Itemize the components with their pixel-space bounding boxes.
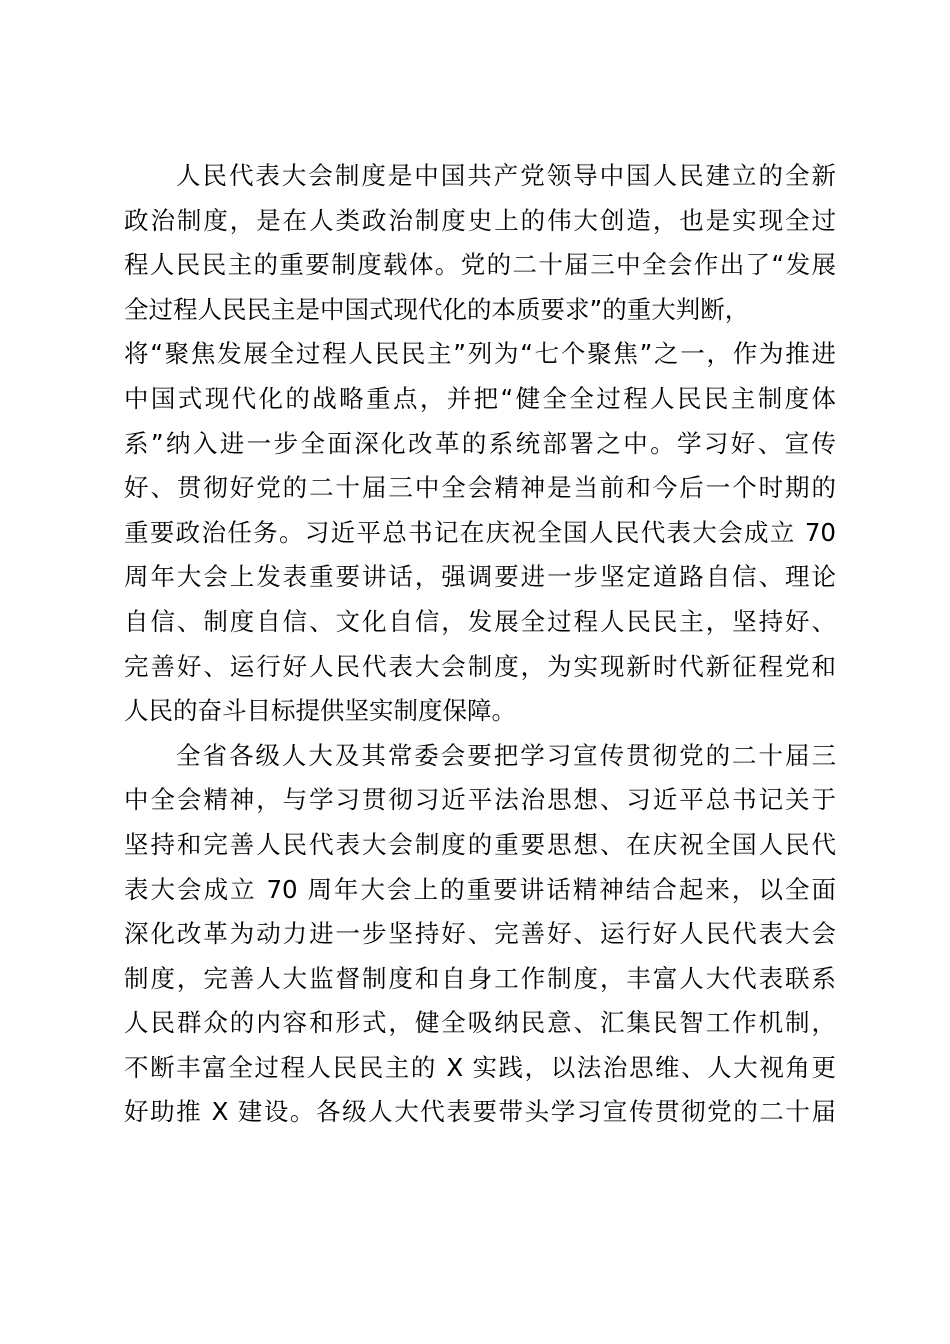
paragraph-line: 将“聚焦发展全过程人民民主”列为“七个聚焦”之一，作为推进	[124, 339, 836, 369]
paragraph-line: 不断丰富全过程人民民主的 X 实践，以法治思维、人大视角更	[124, 1052, 836, 1082]
paragraph-line: 好、贯彻好党的二十届三中全会精神是当前和今后一个时期的	[124, 473, 836, 503]
paragraph-line: 周年大会上发表重要讲话，强调要进一步坚定道路自信、理论	[124, 562, 836, 592]
paragraph-line: 表大会成立 70 周年大会上的重要讲话精神结合起来，以全面	[124, 874, 836, 904]
paragraph-line: 制度，完善人大监督制度和自身工作制度，丰富人大代表联系	[124, 963, 836, 993]
paragraph-line: 自信、制度自信、文化自信，发展全过程人民民主，坚持好、	[124, 606, 836, 636]
paragraph-line: 重要政治任务。习近平总书记在庆祝全国人民代表大会成立 70	[124, 517, 836, 547]
paragraph-line: 全省各级人大及其常委会要把学习宣传贯彻党的二十届三	[176, 740, 836, 770]
paragraph-line: 中全会精神，与学习贯彻习近平法治思想、习近平总书记关于	[124, 785, 836, 815]
paragraph-line: 系”纳入进一步全面深化改革的系统部署之中。学习好、宣传	[124, 428, 836, 458]
paragraph-line: 中国式现代化的战略重点，并把“健全全过程人民民主制度体	[124, 383, 836, 413]
paragraph-line: 程人民民主的重要制度载体。党的二十届三中全会作出了“发展	[124, 250, 836, 280]
paragraph-line: 好助推 X 建设。各级人大代表要带头学习宣传贯彻党的二十届	[124, 1097, 836, 1127]
paragraph-line: 人民代表大会制度是中国共产党领导中国人民建立的全新	[176, 161, 836, 190]
paragraph-line: 深化改革为动力进一步坚持好、完善好、运行好人民代表大会	[124, 919, 836, 949]
paragraph-line: 政治制度，是在人类政治制度史上的伟大创造，也是实现全过	[124, 205, 836, 235]
document-body	[124, 154, 836, 1135]
paragraph-line: 完善好、运行好人民代表大会制度，为实现新时代新征程党和	[124, 651, 836, 681]
paragraph-line: 人民群众的内容和形式，健全吸纳民意、汇集民智工作机制，	[124, 1008, 836, 1038]
paragraph-2	[124, 734, 836, 1135]
paragraph-line: 坚持和完善人民代表大会制度的重要思想、在庆祝全国人民代	[124, 829, 836, 859]
paragraph-1	[124, 154, 836, 734]
paragraph-line: 全过程人民民主是中国式现代化的本质要求”的重大判断，	[124, 294, 750, 324]
paragraph-line: 人民的奋斗目标提供坚实制度保障。	[124, 696, 516, 726]
